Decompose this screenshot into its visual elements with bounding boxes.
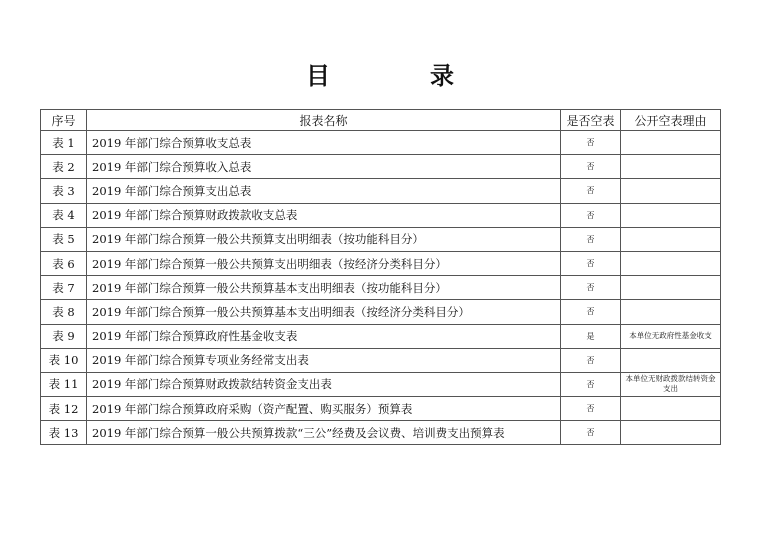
row-report-name: 2019 年部门综合预算支出总表 — [87, 179, 561, 203]
table-row — [41, 227, 721, 251]
row-is-empty: 否 — [561, 203, 621, 227]
row-seq: 表 13 — [41, 421, 87, 445]
row-report-name: 2019 年部门综合预算一般公共预算支出明细表（按经济分类科目分） — [87, 251, 561, 275]
row-empty-reason: 本单位无财政拨款结转资金支出 — [621, 372, 721, 396]
row-empty-reason — [621, 131, 721, 155]
row-is-empty: 否 — [561, 227, 621, 251]
row-seq: 表 6 — [41, 251, 87, 275]
row-seq: 表 9 — [41, 324, 87, 348]
row-report-name: 2019 年部门综合预算一般公共预算支出明细表（按功能科目分） — [87, 227, 561, 251]
table-row — [41, 421, 721, 445]
row-report-name: 2019 年部门综合预算专项业务经常支出表 — [87, 348, 561, 372]
table-row — [41, 131, 721, 155]
row-seq: 表 7 — [41, 276, 87, 300]
row-report-name: 2019 年部门综合预算一般公共预算拨款“三公”经费及会议费、培训费支出预算表 — [87, 421, 561, 445]
table-row — [41, 372, 721, 396]
row-empty-reason — [621, 348, 721, 372]
row-report-name: 2019 年部门综合预算一般公共预算基本支出明细表（按经济分类科目分） — [87, 300, 561, 324]
row-is-empty: 否 — [561, 155, 621, 179]
row-seq: 表 8 — [41, 300, 87, 324]
row-seq: 表 2 — [41, 155, 87, 179]
report-index-table — [40, 109, 721, 445]
row-report-name: 2019 年部门综合预算收支总表 — [87, 131, 561, 155]
row-seq: 表 11 — [41, 372, 87, 396]
row-report-name: 2019 年部门综合预算政府采购（资产配置、购买服务）预算表 — [87, 397, 561, 421]
row-seq: 表 12 — [41, 397, 87, 421]
row-empty-reason — [621, 276, 721, 300]
header-seq: 序号 — [41, 110, 87, 131]
row-report-name: 2019 年部门综合预算一般公共预算基本支出明细表（按功能科目分） — [87, 276, 561, 300]
row-empty-reason: 本单位无政府性基金收支 — [621, 324, 721, 348]
table-row — [41, 348, 721, 372]
row-empty-reason — [621, 155, 721, 179]
row-seq: 表 1 — [41, 131, 87, 155]
title-char-1: 目 — [306, 62, 330, 90]
table-row — [41, 324, 721, 348]
row-is-empty: 否 — [561, 179, 621, 203]
table-row — [41, 179, 721, 203]
header-empty: 是否空表 — [561, 110, 621, 131]
row-is-empty: 否 — [561, 372, 621, 396]
row-is-empty: 否 — [561, 300, 621, 324]
table-header-row — [41, 110, 721, 131]
row-seq: 表 5 — [41, 227, 87, 251]
table-row — [41, 251, 721, 275]
page-title — [0, 56, 760, 92]
row-empty-reason — [621, 203, 721, 227]
row-empty-reason — [621, 397, 721, 421]
header-reason: 公开空表理由 — [621, 110, 721, 131]
row-is-empty: 是 — [561, 324, 621, 348]
row-report-name: 2019 年部门综合预算财政拨款收支总表 — [87, 203, 561, 227]
title-char-2: 录 — [430, 62, 454, 90]
row-is-empty: 否 — [561, 251, 621, 275]
row-is-empty: 否 — [561, 348, 621, 372]
row-report-name: 2019 年部门综合预算政府性基金收支表 — [87, 324, 561, 348]
row-seq: 表 3 — [41, 179, 87, 203]
row-is-empty: 否 — [561, 276, 621, 300]
row-empty-reason — [621, 179, 721, 203]
table-row — [41, 276, 721, 300]
row-seq: 表 10 — [41, 348, 87, 372]
row-empty-reason — [621, 251, 721, 275]
row-seq: 表 4 — [41, 203, 87, 227]
header-name: 报表名称 — [87, 110, 561, 131]
row-is-empty: 否 — [561, 397, 621, 421]
row-report-name: 2019 年部门综合预算收入总表 — [87, 155, 561, 179]
row-report-name: 2019 年部门综合预算财政拨款结转资金支出表 — [87, 372, 561, 396]
table-row — [41, 155, 721, 179]
row-empty-reason — [621, 421, 721, 445]
row-is-empty: 否 — [561, 131, 621, 155]
table-row — [41, 300, 721, 324]
row-empty-reason — [621, 300, 721, 324]
row-is-empty: 否 — [561, 421, 621, 445]
row-empty-reason — [621, 227, 721, 251]
table-row — [41, 397, 721, 421]
table-row — [41, 203, 721, 227]
